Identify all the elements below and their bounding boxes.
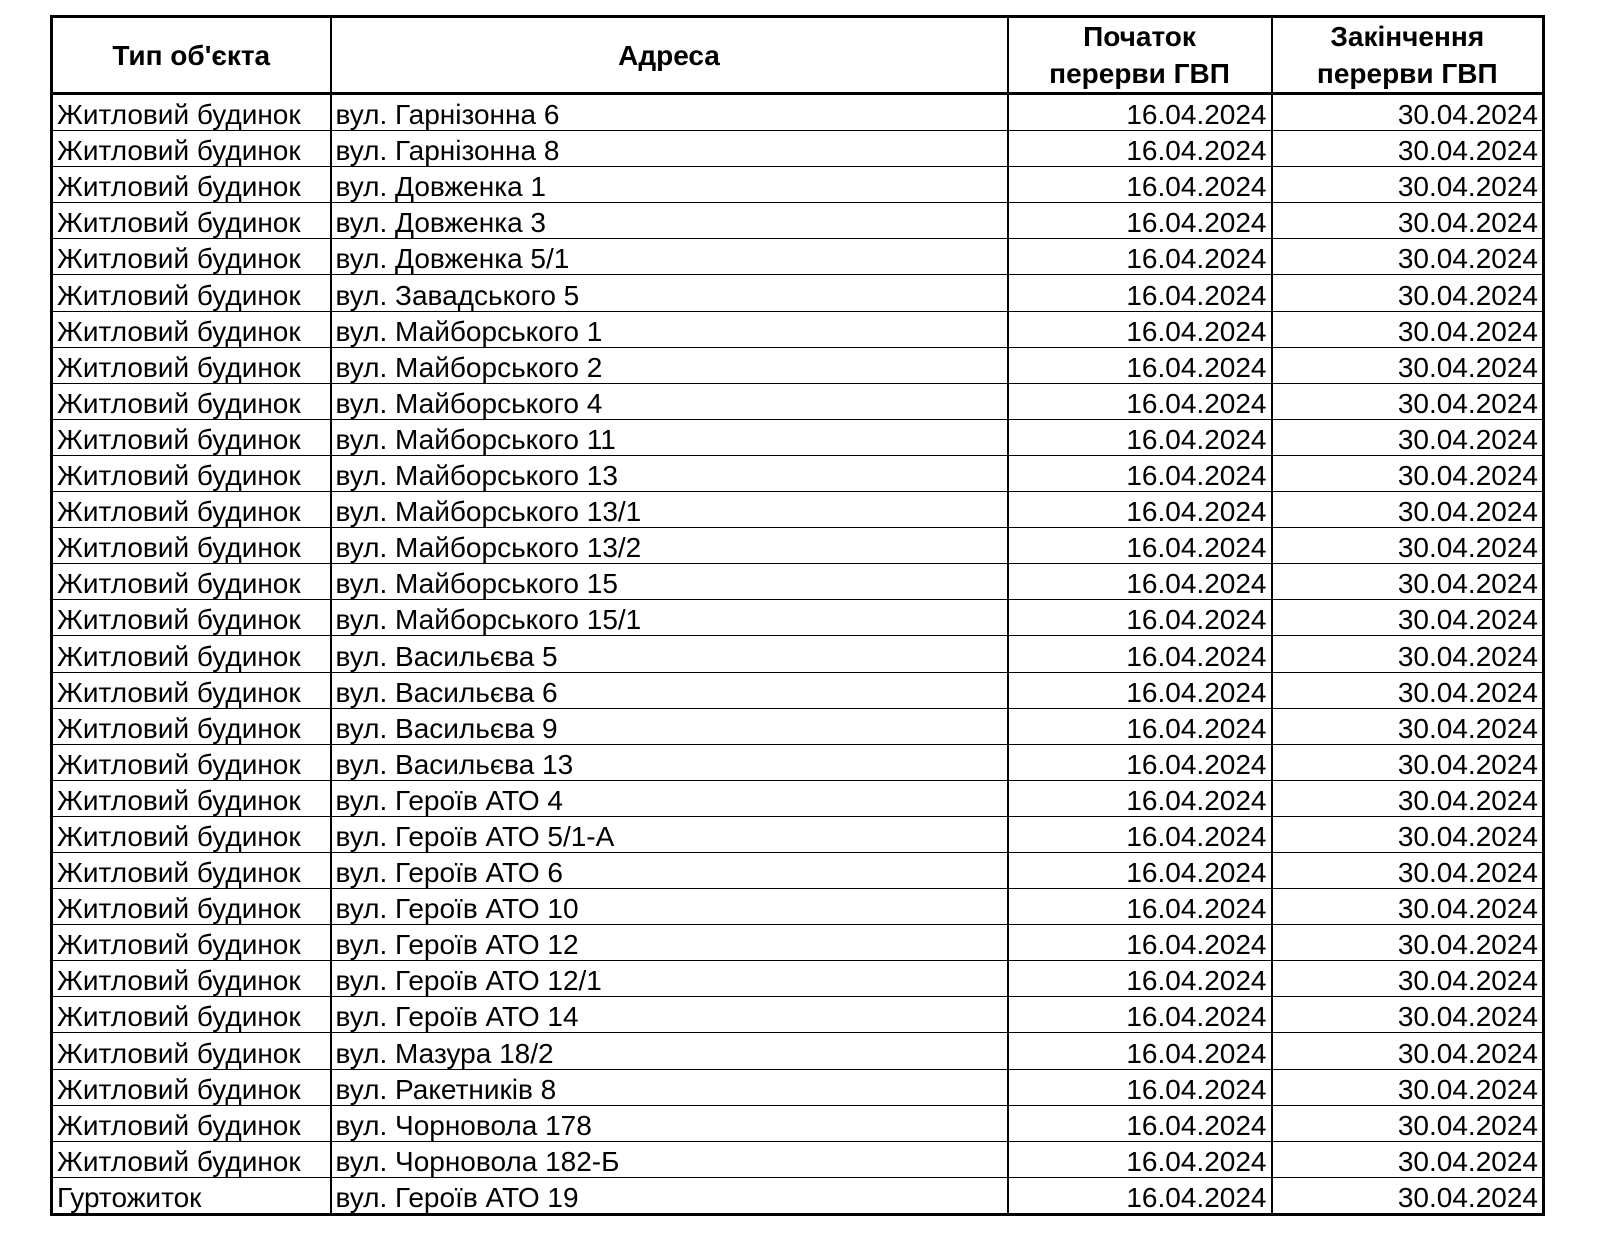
cell-outage-start: 16.04.2024 [1008, 816, 1272, 852]
table-row [52, 672, 1544, 708]
cell-object-type: Житловий будинок [52, 852, 331, 888]
cell-outage-end: 30.04.2024 [1272, 492, 1544, 528]
table-row [52, 383, 1544, 419]
cell-outage-end: 30.04.2024 [1272, 636, 1544, 672]
header-row [52, 17, 1544, 94]
cell-object-type: Житловий будинок [52, 492, 331, 528]
cell-outage-start: 16.04.2024 [1008, 419, 1272, 455]
cell-outage-start: 16.04.2024 [1008, 708, 1272, 744]
table-row [52, 1069, 1544, 1105]
cell-address: вул. Гарнізонна 6 [331, 94, 1008, 131]
header-outage-start: Початок перерви ГВП [1008, 17, 1272, 94]
cell-address: вул. Васильєва 9 [331, 708, 1008, 744]
cell-outage-end: 30.04.2024 [1272, 239, 1544, 275]
table-row [52, 852, 1544, 888]
cell-outage-end: 30.04.2024 [1272, 600, 1544, 636]
table-row [52, 455, 1544, 491]
table-row [52, 167, 1544, 203]
cell-outage-start: 16.04.2024 [1008, 275, 1272, 311]
cell-address: вул. Героїв АТО 14 [331, 997, 1008, 1033]
cell-object-type: Житловий будинок [52, 311, 331, 347]
cell-object-type: Житловий будинок [52, 275, 331, 311]
cell-object-type: Житловий будинок [52, 636, 331, 672]
table-row [52, 239, 1544, 275]
cell-object-type: Житловий будинок [52, 1141, 331, 1177]
cell-address: вул. Васильєва 6 [331, 672, 1008, 708]
cell-address: вул. Чорновола 182-Б [331, 1141, 1008, 1177]
cell-outage-start: 16.04.2024 [1008, 1141, 1272, 1177]
cell-outage-start: 16.04.2024 [1008, 889, 1272, 925]
cell-address: вул. Майборського 15 [331, 564, 1008, 600]
cell-address: вул. Майборського 13/1 [331, 492, 1008, 528]
table-row [52, 744, 1544, 780]
cell-object-type: Житловий будинок [52, 455, 331, 491]
cell-object-type: Житловий будинок [52, 672, 331, 708]
cell-address: вул. Майборського 4 [331, 383, 1008, 419]
cell-object-type: Житловий будинок [52, 961, 331, 997]
cell-object-type: Житловий будинок [52, 925, 331, 961]
cell-outage-start: 16.04.2024 [1008, 131, 1272, 167]
table-row [52, 311, 1544, 347]
outage-table [50, 15, 1545, 1216]
cell-outage-end: 30.04.2024 [1272, 383, 1544, 419]
cell-outage-end: 30.04.2024 [1272, 1177, 1544, 1214]
cell-object-type: Житловий будинок [52, 744, 331, 780]
table-row [52, 275, 1544, 311]
cell-outage-end: 30.04.2024 [1272, 203, 1544, 239]
cell-outage-start: 16.04.2024 [1008, 1177, 1272, 1214]
table-row [52, 961, 1544, 997]
cell-object-type: Житловий будинок [52, 131, 331, 167]
cell-outage-start: 16.04.2024 [1008, 528, 1272, 564]
cell-address: вул. Майборського 15/1 [331, 600, 1008, 636]
cell-object-type: Житловий будинок [52, 94, 331, 131]
cell-address: вул. Гарнізонна 8 [331, 131, 1008, 167]
cell-outage-end: 30.04.2024 [1272, 311, 1544, 347]
table-row [52, 564, 1544, 600]
cell-outage-end: 30.04.2024 [1272, 564, 1544, 600]
cell-address: вул. Завадського 5 [331, 275, 1008, 311]
table-row [52, 1105, 1544, 1141]
cell-outage-start: 16.04.2024 [1008, 780, 1272, 816]
table-row [52, 780, 1544, 816]
cell-address: вул. Майборського 2 [331, 347, 1008, 383]
cell-object-type: Гуртожиток [52, 1177, 331, 1214]
cell-outage-start: 16.04.2024 [1008, 311, 1272, 347]
table-row [52, 636, 1544, 672]
cell-object-type: Житловий будинок [52, 419, 331, 455]
cell-outage-start: 16.04.2024 [1008, 961, 1272, 997]
cell-outage-start: 16.04.2024 [1008, 925, 1272, 961]
cell-object-type: Житловий будинок [52, 1033, 331, 1069]
cell-object-type: Житловий будинок [52, 564, 331, 600]
header-object-type: Тип об'єкта [52, 17, 331, 94]
cell-outage-start: 16.04.2024 [1008, 455, 1272, 491]
table-row [52, 131, 1544, 167]
cell-outage-end: 30.04.2024 [1272, 275, 1544, 311]
cell-address: вул. Ракетників 8 [331, 1069, 1008, 1105]
table-row [52, 1141, 1544, 1177]
cell-outage-end: 30.04.2024 [1272, 816, 1544, 852]
cell-outage-start: 16.04.2024 [1008, 1105, 1272, 1141]
cell-outage-start: 16.04.2024 [1008, 1033, 1272, 1069]
cell-outage-end: 30.04.2024 [1272, 672, 1544, 708]
cell-object-type: Житловий будинок [52, 708, 331, 744]
cell-outage-end: 30.04.2024 [1272, 1141, 1544, 1177]
cell-outage-end: 30.04.2024 [1272, 131, 1544, 167]
header-outage-end: Закінчення перерви ГВП [1272, 17, 1544, 94]
cell-address: вул. Майборського 13/2 [331, 528, 1008, 564]
cell-outage-end: 30.04.2024 [1272, 708, 1544, 744]
table-row [52, 1033, 1544, 1069]
cell-address: вул. Героїв АТО 19 [331, 1177, 1008, 1214]
cell-outage-end: 30.04.2024 [1272, 347, 1544, 383]
table-row [52, 925, 1544, 961]
table-row [52, 203, 1544, 239]
cell-address: вул. Героїв АТО 5/1-А [331, 816, 1008, 852]
cell-outage-start: 16.04.2024 [1008, 347, 1272, 383]
cell-outage-end: 30.04.2024 [1272, 889, 1544, 925]
cell-outage-end: 30.04.2024 [1272, 419, 1544, 455]
table-row [52, 94, 1544, 131]
cell-object-type: Житловий будинок [52, 203, 331, 239]
cell-outage-end: 30.04.2024 [1272, 94, 1544, 131]
cell-outage-start: 16.04.2024 [1008, 636, 1272, 672]
cell-outage-end: 30.04.2024 [1272, 167, 1544, 203]
cell-outage-start: 16.04.2024 [1008, 744, 1272, 780]
cell-object-type: Житловий будинок [52, 383, 331, 419]
cell-object-type: Житловий будинок [52, 239, 331, 275]
table-row [52, 600, 1544, 636]
cell-outage-start: 16.04.2024 [1008, 997, 1272, 1033]
cell-outage-end: 30.04.2024 [1272, 925, 1544, 961]
cell-outage-end: 30.04.2024 [1272, 1105, 1544, 1141]
cell-address: вул. Майборського 1 [331, 311, 1008, 347]
cell-outage-start: 16.04.2024 [1008, 239, 1272, 275]
cell-outage-start: 16.04.2024 [1008, 94, 1272, 131]
table-row [52, 1177, 1544, 1214]
table-row [52, 997, 1544, 1033]
cell-address: вул. Героїв АТО 4 [331, 780, 1008, 816]
cell-address: вул. Майборського 11 [331, 419, 1008, 455]
cell-outage-end: 30.04.2024 [1272, 852, 1544, 888]
cell-address: вул. Героїв АТО 12/1 [331, 961, 1008, 997]
cell-object-type: Житловий будинок [52, 528, 331, 564]
cell-outage-start: 16.04.2024 [1008, 167, 1272, 203]
cell-object-type: Житловий будинок [52, 1069, 331, 1105]
cell-outage-start: 16.04.2024 [1008, 203, 1272, 239]
cell-address: вул. Довженка 1 [331, 167, 1008, 203]
cell-object-type: Житловий будинок [52, 816, 331, 852]
cell-outage-start: 16.04.2024 [1008, 672, 1272, 708]
cell-outage-start: 16.04.2024 [1008, 564, 1272, 600]
cell-address: вул. Героїв АТО 6 [331, 852, 1008, 888]
table-header [52, 17, 1544, 94]
header-address: Адреса [331, 17, 1008, 94]
cell-object-type: Житловий будинок [52, 1105, 331, 1141]
cell-address: вул. Майборського 13 [331, 455, 1008, 491]
cell-object-type: Житловий будинок [52, 347, 331, 383]
table-row [52, 816, 1544, 852]
cell-address: вул. Довженка 3 [331, 203, 1008, 239]
cell-outage-end: 30.04.2024 [1272, 997, 1544, 1033]
cell-object-type: Житловий будинок [52, 889, 331, 925]
cell-outage-end: 30.04.2024 [1272, 744, 1544, 780]
table-row [52, 347, 1544, 383]
cell-outage-start: 16.04.2024 [1008, 1069, 1272, 1105]
cell-object-type: Житловий будинок [52, 997, 331, 1033]
cell-address: вул. Васильєва 13 [331, 744, 1008, 780]
cell-outage-end: 30.04.2024 [1272, 780, 1544, 816]
table-row [52, 528, 1544, 564]
cell-outage-end: 30.04.2024 [1272, 455, 1544, 491]
cell-address: вул. Мазура 18/2 [331, 1033, 1008, 1069]
table-row [52, 889, 1544, 925]
cell-address: вул. Довженка 5/1 [331, 239, 1008, 275]
cell-object-type: Житловий будинок [52, 780, 331, 816]
cell-address: вул. Героїв АТО 12 [331, 925, 1008, 961]
cell-outage-end: 30.04.2024 [1272, 1069, 1544, 1105]
cell-outage-start: 16.04.2024 [1008, 600, 1272, 636]
table-row [52, 708, 1544, 744]
cell-outage-end: 30.04.2024 [1272, 961, 1544, 997]
cell-address: вул. Чорновола 178 [331, 1105, 1008, 1141]
table-row [52, 419, 1544, 455]
cell-outage-end: 30.04.2024 [1272, 1033, 1544, 1069]
cell-address: вул. Героїв АТО 10 [331, 889, 1008, 925]
cell-object-type: Житловий будинок [52, 600, 331, 636]
cell-address: вул. Васильєва 5 [331, 636, 1008, 672]
table-body [52, 94, 1544, 1215]
cell-object-type: Житловий будинок [52, 167, 331, 203]
cell-outage-start: 16.04.2024 [1008, 383, 1272, 419]
cell-outage-start: 16.04.2024 [1008, 852, 1272, 888]
cell-outage-start: 16.04.2024 [1008, 492, 1272, 528]
table-row [52, 492, 1544, 528]
cell-outage-end: 30.04.2024 [1272, 528, 1544, 564]
